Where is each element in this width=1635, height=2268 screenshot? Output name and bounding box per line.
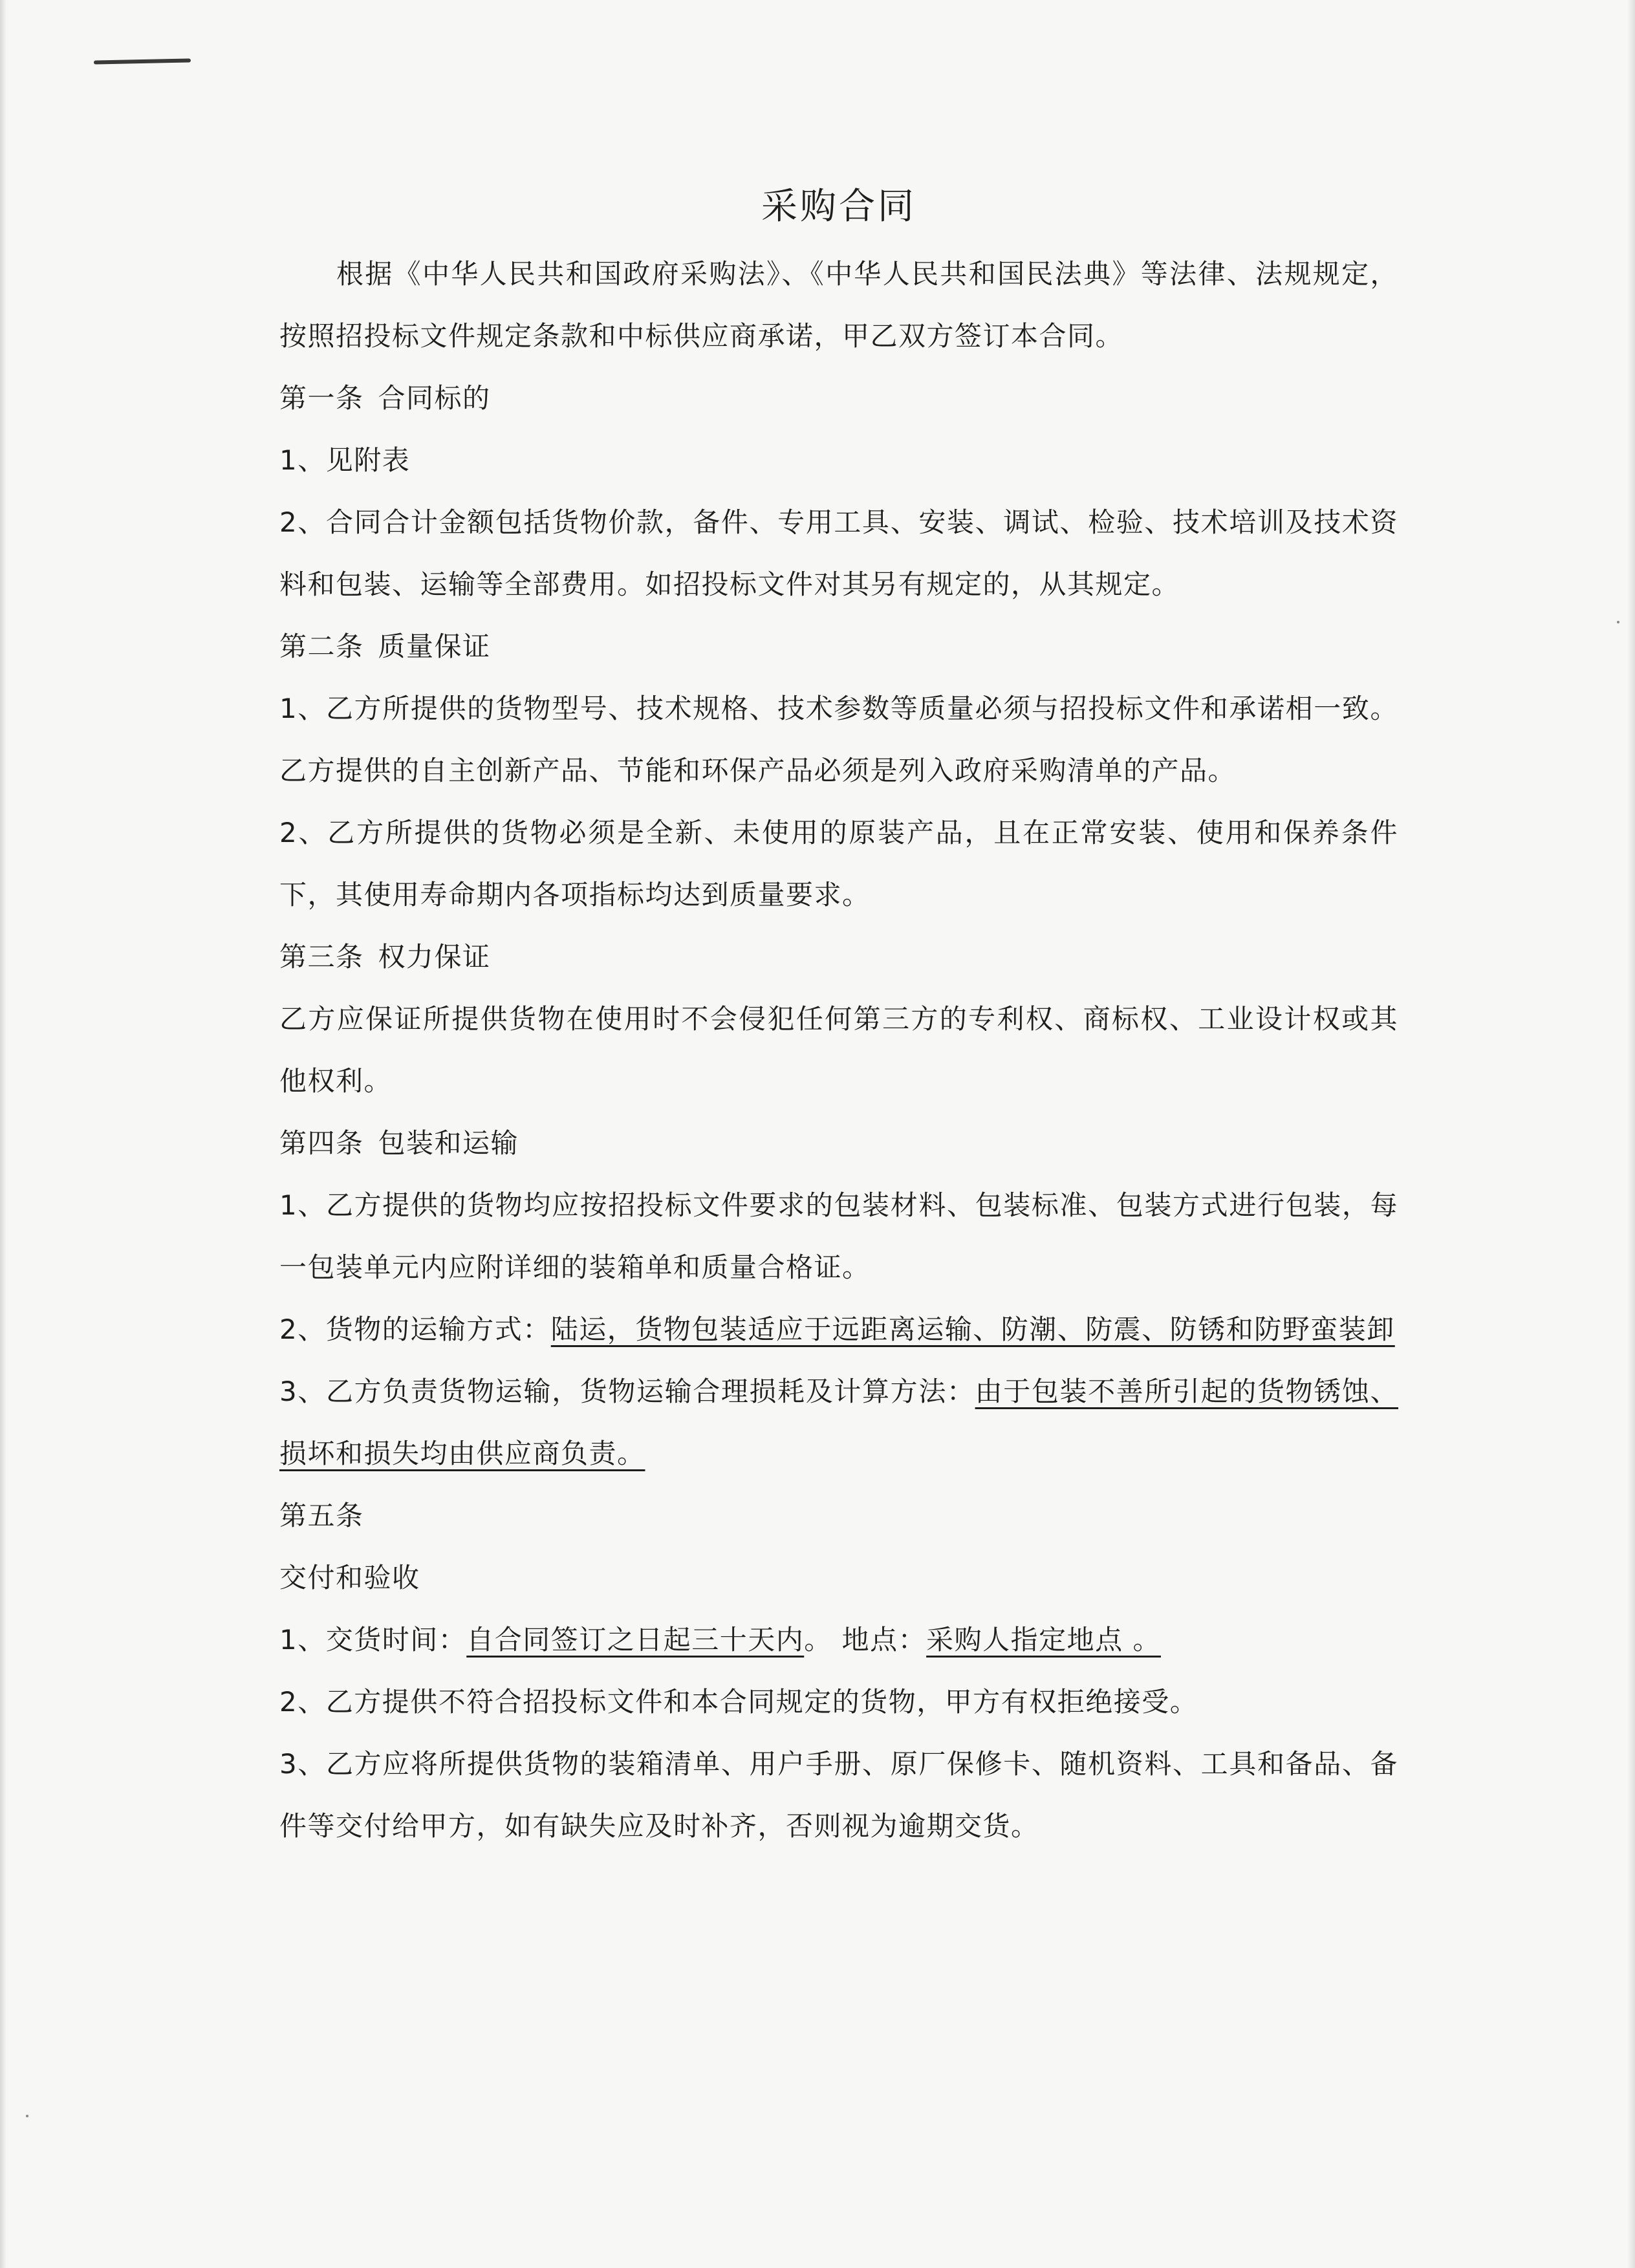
loss-method-label: 3、乙方负责货物运输，货物运输合理损耗及计算方法： [279, 1376, 975, 1407]
article-3-number: 第三条 [279, 941, 364, 973]
article-3-body: 乙方应保证所提供货物在使用时不会侵犯任何第三方的专利权、商标权、工业设计权或其他权利。 [279, 1003, 1398, 1097]
article-5-number: 第五条 [279, 1500, 364, 1531]
scan-speck [1617, 621, 1619, 623]
delivery-time-value: 自合同签订之日起三十天内 [466, 1624, 805, 1656]
transport-method-value: 陆运，货物包装适应于远距离运输、防潮、防震、防锈和防野蛮装卸 [550, 1313, 1395, 1345]
article-5-item-3: 3、乙方应将所提供货物的装箱清单、用户手册、原厂保修卡、随机资料、工具和备品、备件等交付给甲方，如有缺失应及时补齐，否则视为逾期交货。 [279, 1748, 1398, 1842]
article-5-title: 交付和验收 [279, 1562, 420, 1593]
article-4-item-3 [279, 1361, 1398, 1485]
article-1-item-1: 1、见附表 [279, 444, 411, 476]
article-5-item-2: 2、乙方提供不符合招投标文件和本合同规定的货物，甲方有权拒绝接受。 [279, 1686, 1198, 1718]
intro-paragraph: 根据《中华人民共和国政府采购法》、《中华人民共和国民法典》等法律、法规规定，按照招投标文件规定条款和中标供应商承诺，甲乙双方签订本合同。 [279, 258, 1398, 352]
article-2-item-1: 1、乙方所提供的货物型号、技术规格、技术参数等质量必须与招投标文件和承诺相一致。乙方提供的自主创新产品、节能和环保产品必须是列入政府采购清单的产品。 [279, 693, 1398, 786]
article-5-item-1 [279, 1609, 1398, 1671]
delivery-place-value: 采购人指定地点 。 [926, 1624, 1161, 1656]
transport-method-label: 2、货物的运输方式： [279, 1313, 551, 1345]
article-4-item-2 [279, 1299, 1398, 1361]
article-4-item-1: 1、乙方提供的货物均应按招投标文件要求的包装材料、包装标准、包装方式进行包装，每一包装单元内应附详细的装箱单和质量合格证。 [279, 1189, 1398, 1283]
article-2-heading [279, 616, 1398, 678]
delivery-place-label: 。 地点： [804, 1624, 927, 1656]
article-3-title: 权力保证 [378, 941, 491, 973]
loss-method-value: 由于包装不善所引起的货物锈蚀、损坏和损失均由供应商负责。 [279, 1376, 1398, 1469]
article-2-title: 质量保证 [378, 631, 491, 662]
article-4-heading [279, 1112, 1398, 1174]
article-1-title: 合同标的 [378, 382, 491, 414]
article-4-number: 第四条 [279, 1127, 364, 1159]
article-1-heading [279, 367, 1398, 429]
article-1-number: 第一条 [279, 382, 364, 414]
article-2-number: 第二条 [279, 631, 364, 662]
article-3-heading [279, 926, 1398, 988]
pen-mark [94, 58, 191, 64]
document-title: 采购合同 [761, 186, 916, 228]
scan-speck [26, 2115, 28, 2117]
contract-page [279, 175, 1398, 1857]
delivery-time-label: 1、交货时间： [279, 1624, 467, 1656]
scan-edge-right [1627, 0, 1635, 2268]
scan-edge-left [0, 0, 6, 2268]
article-1-item-2: 2、合同合计金额包括货物价款，备件、专用工具、安装、调试、检验、技术培训及技术资料和包装、运输等全部费用。如招投标文件对其另有规定的，从其规定。 [279, 506, 1398, 600]
article-2-item-2: 2、乙方所提供的货物必须是全新、未使用的原装产品，且在正常安装、使用和保养条件下，其使用寿命期内各项指标均达到质量要求。 [279, 817, 1398, 911]
article-4-title: 包装和运输 [378, 1127, 519, 1159]
